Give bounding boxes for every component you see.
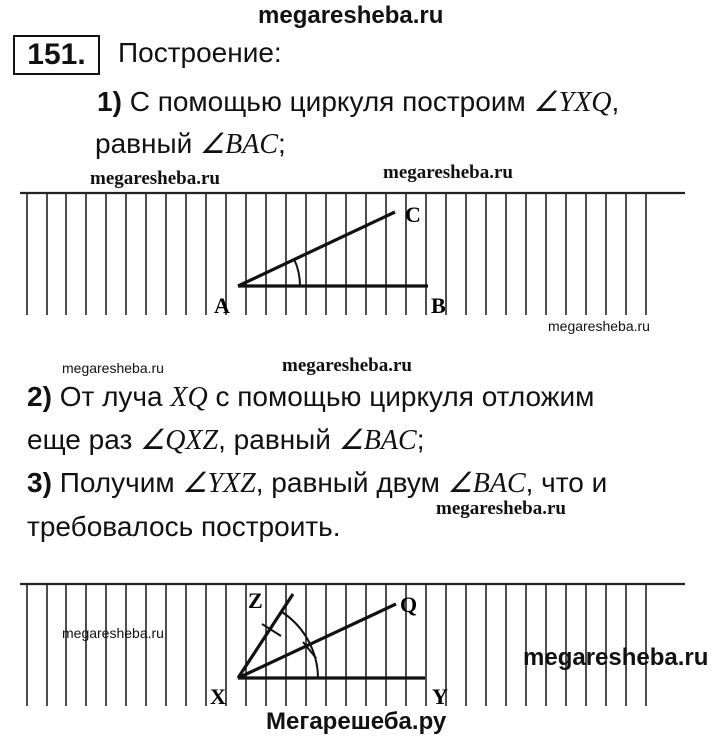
step2-end: ; bbox=[416, 424, 425, 455]
figure1-label-a: A bbox=[214, 293, 230, 318]
step3-angle-bac: ∠BAC bbox=[447, 468, 526, 499]
step1-end: ; bbox=[278, 128, 286, 159]
step1-number: 1) bbox=[97, 86, 122, 117]
step3-text-a: Получим bbox=[59, 467, 175, 498]
watermark-fig1-right: megaresheba.ru bbox=[383, 162, 513, 183]
step2-text-c: еще раз bbox=[27, 424, 133, 455]
step2-text-a: От луча bbox=[59, 381, 163, 412]
step1-line2 bbox=[95, 127, 286, 161]
step2-text-b: с помощью циркуля отложим bbox=[215, 381, 595, 412]
figure2-label-z: Z bbox=[248, 588, 263, 613]
step3-number: 3) bbox=[27, 467, 52, 498]
step2-text-d: , равный bbox=[218, 424, 331, 455]
step1-angle-yxq: ∠YXQ bbox=[533, 87, 612, 118]
step3-angle-yxz: ∠YXZ bbox=[182, 468, 256, 499]
problem-heading: Построение: bbox=[118, 37, 282, 68]
step2-line2 bbox=[27, 423, 424, 457]
figure2-label-q: Q bbox=[400, 592, 418, 617]
step1-text-a: С помощью циркуля построим bbox=[129, 86, 526, 117]
figure2-label-x: X bbox=[210, 684, 226, 709]
problem-number: 151. bbox=[13, 35, 100, 75]
step3-line1 bbox=[27, 466, 607, 500]
watermark-mid-center: megaresheba.ru bbox=[282, 355, 412, 376]
watermark-bottom: Мегарешеба.ру bbox=[266, 708, 447, 735]
figure2-label-y: Y bbox=[432, 684, 448, 709]
figure1-label-c: C bbox=[405, 202, 421, 227]
step2-angle-bac: ∠BAC bbox=[338, 425, 417, 456]
step2-number: 2) bbox=[27, 381, 52, 412]
step2-ray-xq: XQ bbox=[170, 382, 208, 413]
step1-line1 bbox=[97, 85, 619, 119]
watermark-fig1-bottom-right: megaresheba.ru bbox=[548, 318, 650, 334]
watermark-step3-right: megaresheba.ru bbox=[436, 498, 566, 519]
step3-text-b: , равный двум bbox=[255, 467, 440, 498]
figure1-label-b: B bbox=[431, 293, 446, 318]
watermark-mid-left: megaresheba.ru bbox=[62, 360, 164, 376]
step1-comma: , bbox=[611, 86, 620, 117]
watermark-fig2-right: megaresheba.ru bbox=[523, 644, 709, 671]
step1-angle-bac: ∠BAC bbox=[200, 129, 279, 160]
figure1-grid bbox=[20, 193, 685, 315]
step3-text-c: , что и bbox=[525, 467, 608, 498]
step3-line2: требовалось построить. bbox=[27, 511, 341, 542]
watermark-top: megaresheba.ru bbox=[258, 2, 444, 29]
watermark-fig2-left: megaresheba.ru bbox=[62, 625, 164, 641]
step2-line1 bbox=[27, 381, 594, 414]
step1-text-b: равный bbox=[95, 128, 193, 159]
step2-angle-qxz: ∠QXZ bbox=[140, 425, 219, 456]
watermark-fig1-left: megaresheba.ru bbox=[90, 168, 220, 189]
